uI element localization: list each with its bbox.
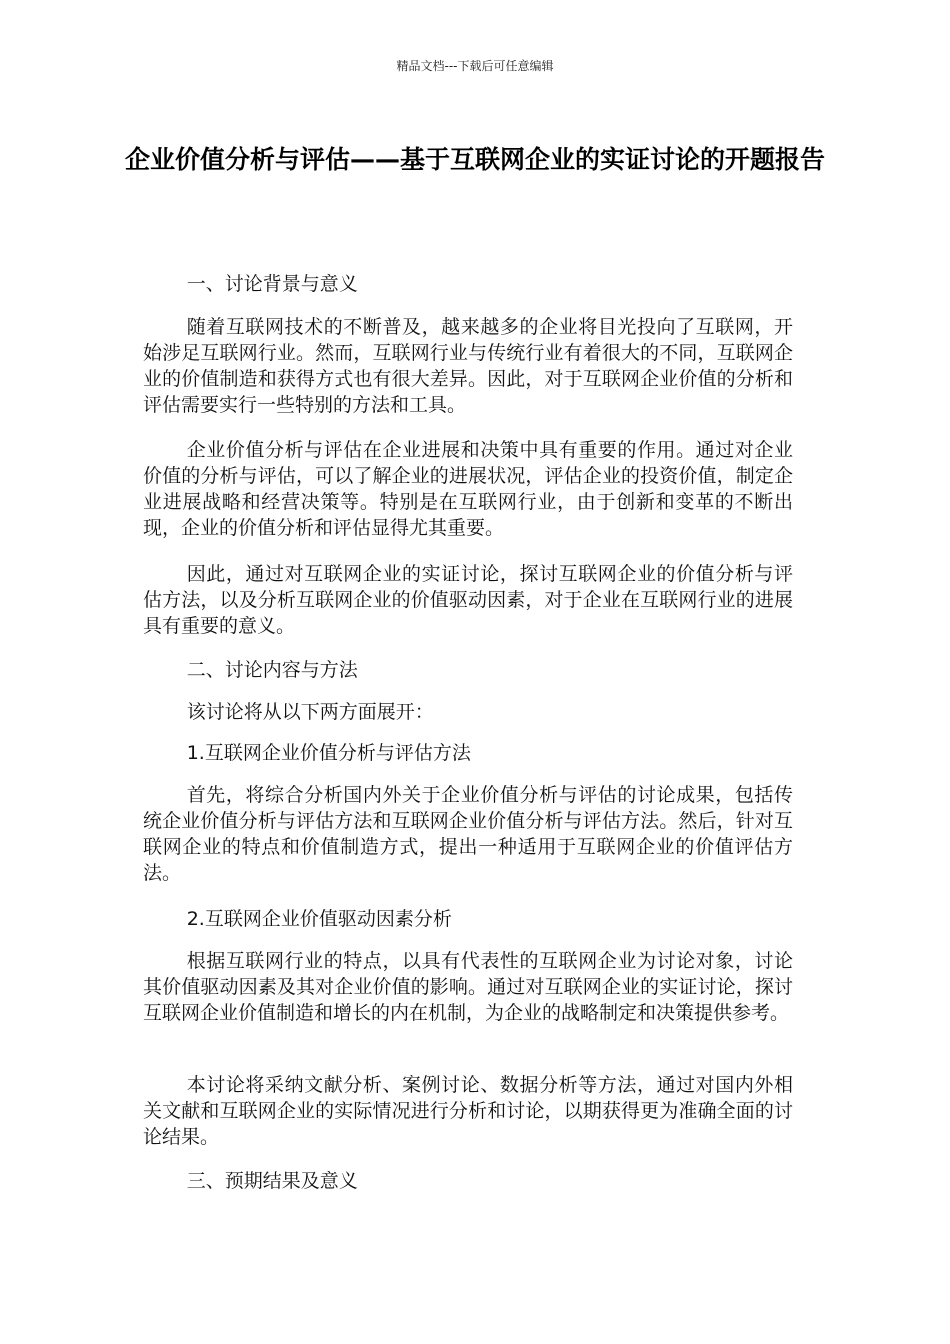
paragraph: 根据互联网行业的特点，以具有代表性的互联网企业为讨论对象，讨论其价值驱动因素及其对企业价值的影响。通过对互联网企业的实证讨论，探讨互联网企业价值制造和增长的内在机制，为企业的战略制定和决策提供参考。	[143, 950, 793, 1024]
paragraph-6	[143, 1072, 793, 1150]
header-note: 精品文档---下载后可任意编辑	[396, 59, 554, 73]
paragraph: 企业价值分析与评估在企业进展和决策中具有重要的作用。通过对企业价值的分析与评估，可以了解企业的进展状况，评估企业的投资价值，制定企业进展战略和经营决策等。特别是在互联网行业，由于创新和变革的不断出现，企业的价值分析和评估显得尤其重要。	[143, 439, 793, 539]
section-heading: 二、讨论内容与方法	[186, 659, 358, 681]
section-3-heading	[143, 1168, 793, 1194]
section-heading: 三、预期结果及意义	[186, 1170, 358, 1192]
subheading-1	[143, 740, 793, 766]
paragraph-2	[143, 437, 793, 541]
subheading: 1.互联网企业价值分析与评估方法	[186, 742, 471, 764]
subheading: 2.互联网企业价值驱动因素分析	[186, 908, 452, 930]
paragraph-1	[143, 314, 793, 418]
paragraph-4	[143, 782, 793, 886]
section-2-intro	[143, 699, 793, 725]
paragraph: 因此，通过对互联网企业的实证讨论，探讨互联网企业的价值分析与评估方法，以及分析互联网企业的价值驱动因素，对于企业在互联网行业的进展具有重要的意义。	[143, 563, 793, 637]
paragraph: 该讨论将从以下两方面展开：	[186, 701, 434, 723]
section-1	[143, 271, 793, 297]
paragraph-5	[143, 948, 793, 1026]
subheading-2	[143, 906, 793, 932]
paragraph-3	[143, 561, 793, 639]
paragraph: 首先，将综合分析国内外关于企业价值分析与评估的讨论成果，包括传统企业价值分析与评估方法和互联网企业价值分析与评估方法。然后，针对互联网企业的特点和价值制造方式，提出一种适用于互联网企业的价值评估方法。	[143, 784, 793, 884]
section-2-heading	[143, 657, 793, 683]
paragraph: 本讨论将采纳文献分析、案例讨论、数据分析等方法，通过对国内外相关文献和互联网企业的实际情况进行分析和讨论，以期获得更为准确全面的讨论结果。	[143, 1074, 793, 1148]
paragraph: 随着互联网技术的不断普及，越来越多的企业将目光投向了互联网，开始涉足互联网行业。然而，互联网行业与传统行业有着很大的不同，互联网企业的价值制造和获得方式也有很大差异。因此，对于互联网企业价值的分析和评估需要实行一些特别的方法和工具。	[143, 316, 793, 416]
document-title: 企业价值分析与评估——基于互联网企业的实证讨论的开题报告	[124, 145, 825, 174]
section-heading: 一、讨论背景与意义	[186, 273, 358, 295]
